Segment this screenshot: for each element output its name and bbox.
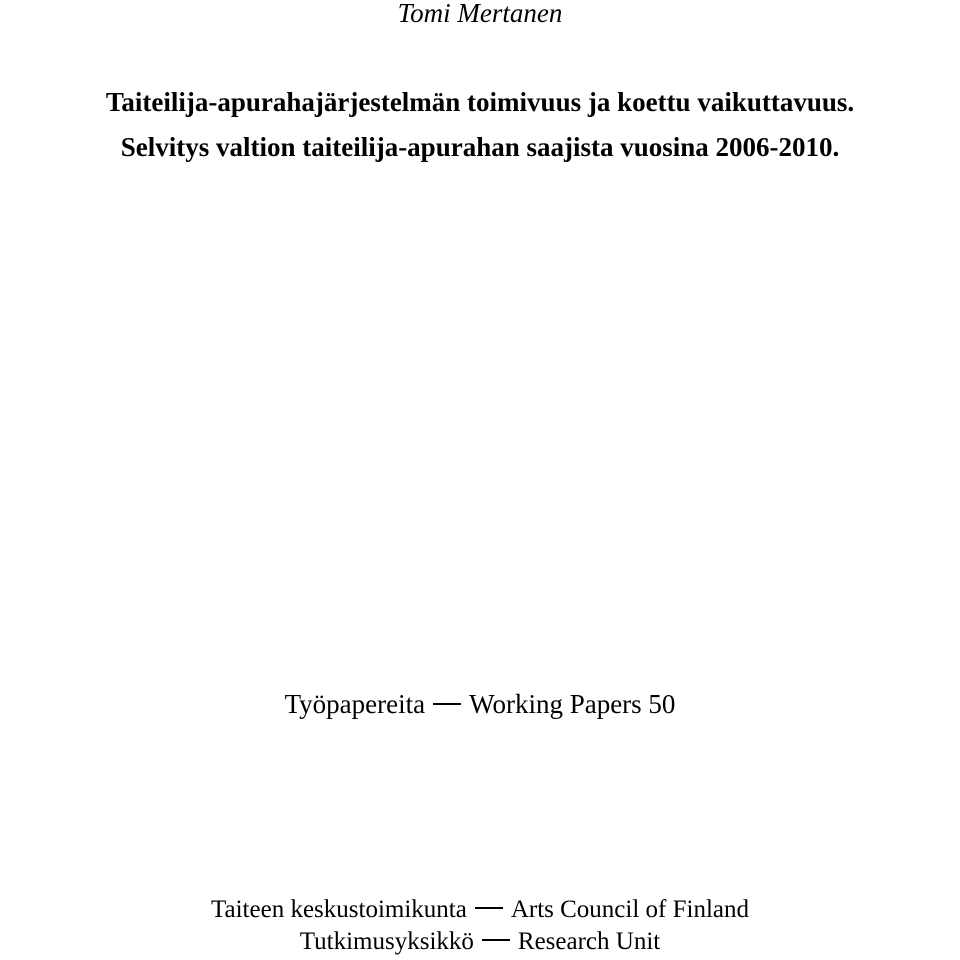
author-name: Tomi Mertanen bbox=[397, 0, 563, 28]
publisher-organization bbox=[0, 897, 960, 922]
series-dash bbox=[433, 703, 461, 705]
report-subtitle: Selvitys valtion taiteilija-apurahan saajista vuosina 2006-2010. bbox=[120, 132, 840, 162]
unit-english: Research Unit bbox=[517, 928, 661, 955]
unit-dash bbox=[482, 939, 510, 941]
unit-finnish: Tutkimusyksikkö bbox=[299, 928, 474, 955]
publisher-unit bbox=[0, 929, 960, 954]
organization-dash bbox=[475, 907, 503, 909]
series-finnish: Työpapereita bbox=[284, 689, 426, 719]
organization-finnish: Taiteen keskustoimikunta bbox=[210, 896, 467, 923]
series-name bbox=[0, 691, 960, 718]
report-title: Taiteilija-apurahajärjestelmän toimivuus ja koettu vaikuttavuus. bbox=[105, 87, 855, 117]
organization-english: Arts Council of Finland bbox=[510, 896, 750, 923]
series-english: Working Papers 50 bbox=[469, 689, 676, 719]
